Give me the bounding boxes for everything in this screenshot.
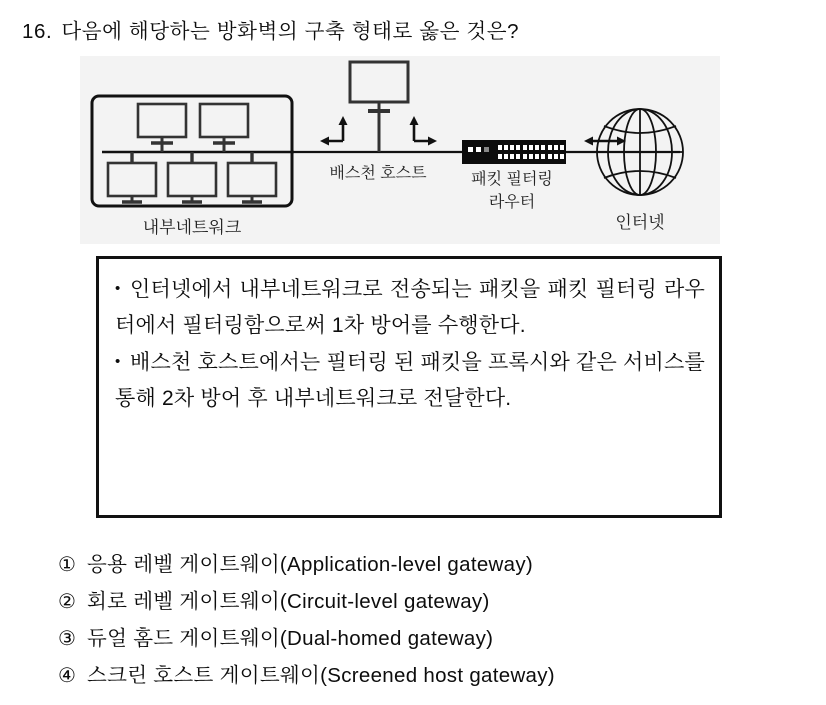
- router-label-line2: 라우터: [488, 194, 536, 211]
- choice-marker-3-icon: ③: [58, 628, 77, 650]
- globe-icon: [597, 109, 683, 195]
- statement-item-1: [115, 271, 705, 344]
- bullet-icon: •: [115, 280, 121, 297]
- question-stem: [22, 14, 519, 44]
- choice-marker-4-icon: ④: [58, 665, 77, 687]
- internal-host-top-2: [200, 104, 248, 152]
- router-label-line1: 패킷 필터링: [471, 171, 553, 188]
- choice-label-2: 회로 레벨 게이트웨이(Circuit-level gateway): [87, 590, 490, 613]
- bastion-host-arrow-right: [410, 116, 438, 146]
- bullet-icon: •: [115, 353, 121, 370]
- firewall-topology-svg: [80, 56, 720, 244]
- internal-host-top-1: [138, 104, 186, 152]
- choice-label-3: 듀얼 홈드 게이트웨이(Dual-homed gateway): [87, 627, 494, 650]
- internal-host-bottom-2: [168, 152, 216, 202]
- answer-choice-4[interactable]: [58, 658, 798, 695]
- internal-network-label: 내부네트워크: [142, 218, 242, 237]
- bastion-host-icon: [350, 62, 408, 102]
- choice-marker-2-icon: ②: [58, 591, 77, 613]
- firewall-topology-figure: [80, 56, 720, 244]
- bastion-host-group: [320, 62, 437, 182]
- choice-label-4: 스크린 호스트 게이트웨이(Screened host gateway): [87, 664, 555, 687]
- packet-filtering-router-group: [462, 140, 566, 211]
- statement-item-1-text: 인터넷에서 내부네트워크로 전송되는 패킷을 패킷 필터링 라우터에서 필터링함으로써 1차 방어를 수행한다.: [115, 278, 705, 337]
- question-number: 16.: [22, 20, 53, 43]
- statement-box: [96, 256, 722, 518]
- choice-marker-1-icon: ①: [58, 554, 77, 576]
- internal-host-bottom-3: [228, 152, 276, 202]
- statement-item-2: [115, 344, 705, 417]
- bastion-host-arrow-left: [320, 116, 348, 146]
- answer-choice-1[interactable]: [58, 547, 798, 584]
- router-internet-arrow: [584, 137, 626, 146]
- answer-choice-2[interactable]: [58, 584, 798, 621]
- internal-network-group: [92, 96, 294, 237]
- answer-choice-list: [58, 547, 798, 695]
- internal-host-bottom-1: [108, 152, 156, 202]
- internet-label: 인터넷: [615, 213, 665, 232]
- choice-label-1: 응용 레벨 게이트웨이(Application-level gateway): [87, 553, 533, 576]
- statement-item-2-text: 배스천 호스트에서는 필터링 된 패킷을 프록시와 같은 서비스를 통해 2차 방어 후 내부네트워크로 전달한다.: [115, 351, 705, 410]
- bastion-host-label: 배스천 호스트: [329, 165, 427, 182]
- answer-choice-3[interactable]: [58, 621, 798, 658]
- question-text: 다음에 해당하는 방화벽의 구축 형태로 옳은 것은?: [61, 20, 520, 43]
